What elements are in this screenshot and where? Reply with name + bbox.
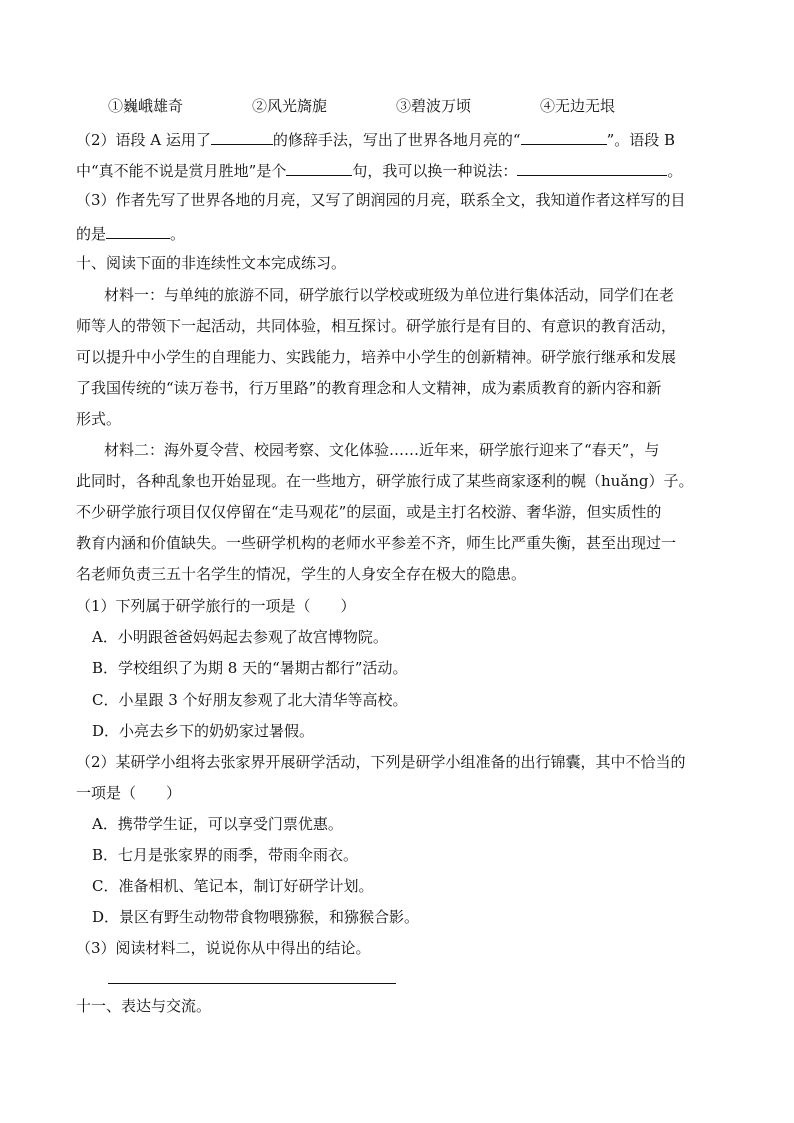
- rephrase-blank[interactable]: [517, 159, 667, 176]
- q9-sub3-line2: 的是 。: [76, 222, 185, 244]
- purpose-blank[interactable]: [106, 222, 170, 239]
- q10-sub2-question-line1: （2）某研学小组将去张家界开展研学活动，下列是研学小组准备的出行锦囊，其中不恰当的: [76, 753, 686, 771]
- q10-sub1-option-c[interactable]: C．小星跟 3 个好朋友参观了北大清华等高校。: [92, 691, 408, 709]
- q10-sub1-option-a[interactable]: A．小明跟爸爸妈妈起去参观了故宫博物院。: [92, 628, 388, 646]
- sentence-type-blank[interactable]: [286, 159, 352, 176]
- q9-option-2: ②风光旖旎: [252, 97, 328, 115]
- q10-sub2-question-line2: 一项是（ ）: [76, 784, 182, 802]
- rhetoric-blank[interactable]: [211, 128, 273, 145]
- q10-sub2-option-b[interactable]: B．七月是张家界的雨季，带雨伞雨衣。: [92, 846, 359, 864]
- material1-line: 了我国传统的“读万卷书，行万里路”的教育理念和人文精神，成为素质教育的新内容和新: [76, 379, 662, 397]
- material1-line: 形式。: [76, 410, 122, 428]
- material1-line: 师等人的带领下一起活动，共同体验，相互探讨。研学旅行是有目的、有意识的教育活动，: [76, 317, 677, 335]
- q10-sub1-option-b[interactable]: B．学校组织了为期 8 天的“暑期古都行”活动。: [92, 659, 408, 677]
- material1-line: 可以提升中小学生的自理能力、实践能力，培养中小学生的创新精神。研学旅行继承和发展: [76, 348, 677, 366]
- material2-line: 教育内涵和价值缺失。一些研学机构的老师水平参差不齐，师生比严重失衡，甚至出现过一: [76, 534, 677, 552]
- material2-line: 不少研学旅行项目仅仅停留在“走马观花”的层面，或是主打名校游、奢华游，但实质性的: [76, 503, 662, 521]
- q10-sub3-answer-line[interactable]: [108, 983, 396, 984]
- q9-sub2-line2: 中“真不能不说是赏月胜地”是个 句，我可以换一种说法： 。: [76, 159, 682, 181]
- q10-heading: 十、阅读下面的非连续性文本完成练习。: [76, 254, 347, 272]
- q9-sub3-line1: （3）作者先写了世界各地的月亮，又写了朗润园的月亮，联系全文，我知道作者这样写的目: [76, 191, 686, 209]
- material1-line: 材料一：与单纯的旅游不同，研学旅行以学校或班级为单位进行集体活动，同学们在老: [104, 286, 675, 304]
- q10-sub2-option-d[interactable]: D．景区有野生动物带食物喂猕猴，和猕猴合影。: [92, 908, 420, 926]
- material2-line: 材料二：海外夏令营、校园考察、文化体验……近年来，研学旅行迎来了“春天”，与: [104, 441, 660, 459]
- q9-sub2-line1: （2）语段 A 运用了 的修辞手法，写出了世界各地月亮的“ ”。语段 B: [76, 128, 675, 150]
- q10-sub1-question: （1）下列属于研学旅行的一项是（ ）: [76, 597, 356, 615]
- material2-line: 名老师负责三五十名学生的情况，学生的人身安全存在极大的隐患。: [76, 565, 527, 583]
- q10-sub2-option-a[interactable]: A．携带学生证，可以享受门票优惠。: [92, 815, 343, 833]
- material2-line: 此同时，各种乱象也开始显现。在一些地方，研学旅行成了某些商家逐利的幌（huǎng）子。: [76, 472, 694, 490]
- q10-sub3-question: （3）阅读材料二，说说你从中得出的结论。: [76, 939, 371, 957]
- moon-feature-blank[interactable]: [521, 128, 607, 145]
- q9-option-4: ④无边无垠: [540, 97, 616, 115]
- q11-heading: 十一、表达与交流。: [76, 997, 212, 1015]
- q10-sub2-option-c[interactable]: C．准备相机、笔记本，制订好研学计划。: [92, 877, 374, 895]
- q9-option-3: ③碧波万顷: [396, 97, 472, 115]
- q9-option-1: ①巍峨雄奇: [108, 97, 184, 115]
- q10-sub1-option-d[interactable]: D．小亮去乡下的奶奶家过暑假。: [92, 722, 315, 740]
